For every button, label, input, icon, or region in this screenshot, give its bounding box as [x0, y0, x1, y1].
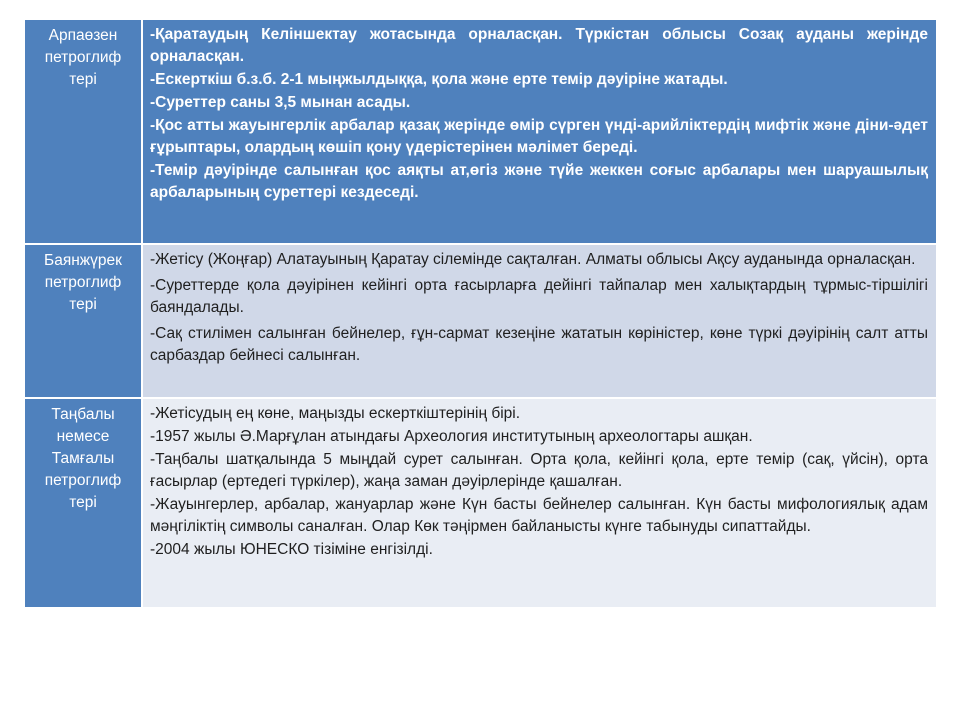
description-paragraph: -Суреттерде қола дәуірінен кейінгі орта ғасырларға дейінгі тайпалар мен халықтардың тұрмыс-тіршілігі баяндалады.: [150, 277, 928, 316]
table-row: [24, 398, 937, 608]
site-name-line: Баянжүрек: [44, 252, 122, 269]
description-paragraph: -Темір дәуірінде салынған қос аяқты ат,өгіз және түйе жеккен соғыс арбалары мен шаруашылық арбаларының суреттері кездеседі.: [150, 162, 928, 201]
site-description-cell: [142, 19, 937, 244]
description-paragraph: -Ескерткіш б.з.б. 2-1 мыңжылдыққа, қола және ерте темір дәуіріне жатады.: [150, 71, 728, 88]
site-name-line: петроглиф: [44, 274, 122, 291]
description-paragraph: -Таңбалы шатқалында 5 мыңдай сурет салынған. Орта қола, кейінгі қола, ерте темір (сақ, үйсін), орта ғасырлар (ертедегі түркілер), жаңа заман дәуірлерінде қашалған.: [150, 451, 928, 490]
description-paragraph: -Суреттер саны 3,5 мынан асады.: [150, 94, 411, 111]
petroglyph-table: [23, 18, 938, 609]
description-paragraph: -1957 жылы Ә.Марғұлан атындағы Археология институтының археологтары ашқан.: [150, 428, 753, 445]
site-name-line: Арпаөзен: [48, 27, 118, 44]
site-name-line: тері: [69, 296, 97, 313]
site-name-line: петроглиф: [44, 49, 122, 66]
site-name-line: петроглиф: [44, 472, 122, 489]
description-paragraph: -Жетісудың ең көне, маңызды ескерткіштерінің бірі.: [150, 405, 521, 422]
description-paragraph: -Сақ стилімен салынған бейнелер, ғұн-сармат кезеңіне жататын көріністер, көне түркі дәуірінің салт атты сарбаздар бейнесі салынған.: [150, 325, 928, 364]
site-name-line: Таңбалы: [51, 406, 115, 423]
site-name-cell: [24, 244, 142, 398]
description-paragraph: -2004 жылы ЮНЕСКО тізіміне енгізілді.: [150, 541, 433, 558]
site-name-line: немесе: [56, 428, 110, 445]
table-row: [24, 19, 937, 244]
site-description-cell: [142, 398, 937, 608]
description-paragraph: -Қаратаудың Келіншектау жотасында орналасқан. Түркістан облысы Созақ ауданы жерінде орналасқан.: [150, 26, 928, 65]
site-name-cell: [24, 19, 142, 244]
description-paragraph: -Қос атты жауынгерлік арбалар қазақ жерінде өмір сүрген үнді-арийліктердің мифтік және діни-әдет ғұрыптары, олардың көшіп қону үдерістерінен мәлімет береді.: [150, 117, 928, 156]
description-paragraph: -Жетісу (Жоңғар) Алатауының Қаратау сілемінде сақталған. Алматы облысы Ақсу ауданында орналасқан.: [150, 251, 916, 268]
site-name-line: Тамғалы: [51, 450, 115, 467]
site-description-cell: [142, 244, 937, 398]
site-name-line: тері: [69, 494, 97, 511]
site-name-line: тері: [69, 71, 97, 88]
table-row: [24, 244, 937, 398]
site-name-cell: [24, 398, 142, 608]
description-paragraph: -Жауынгерлер, арбалар, жануарлар және Күн басты бейнелер салынған. Күн басты мифологиялық адам мәңгіліктің символы саналған. Олар Көк тәңірмен байланысты күнге табынуды сипаттайды.: [150, 496, 928, 535]
